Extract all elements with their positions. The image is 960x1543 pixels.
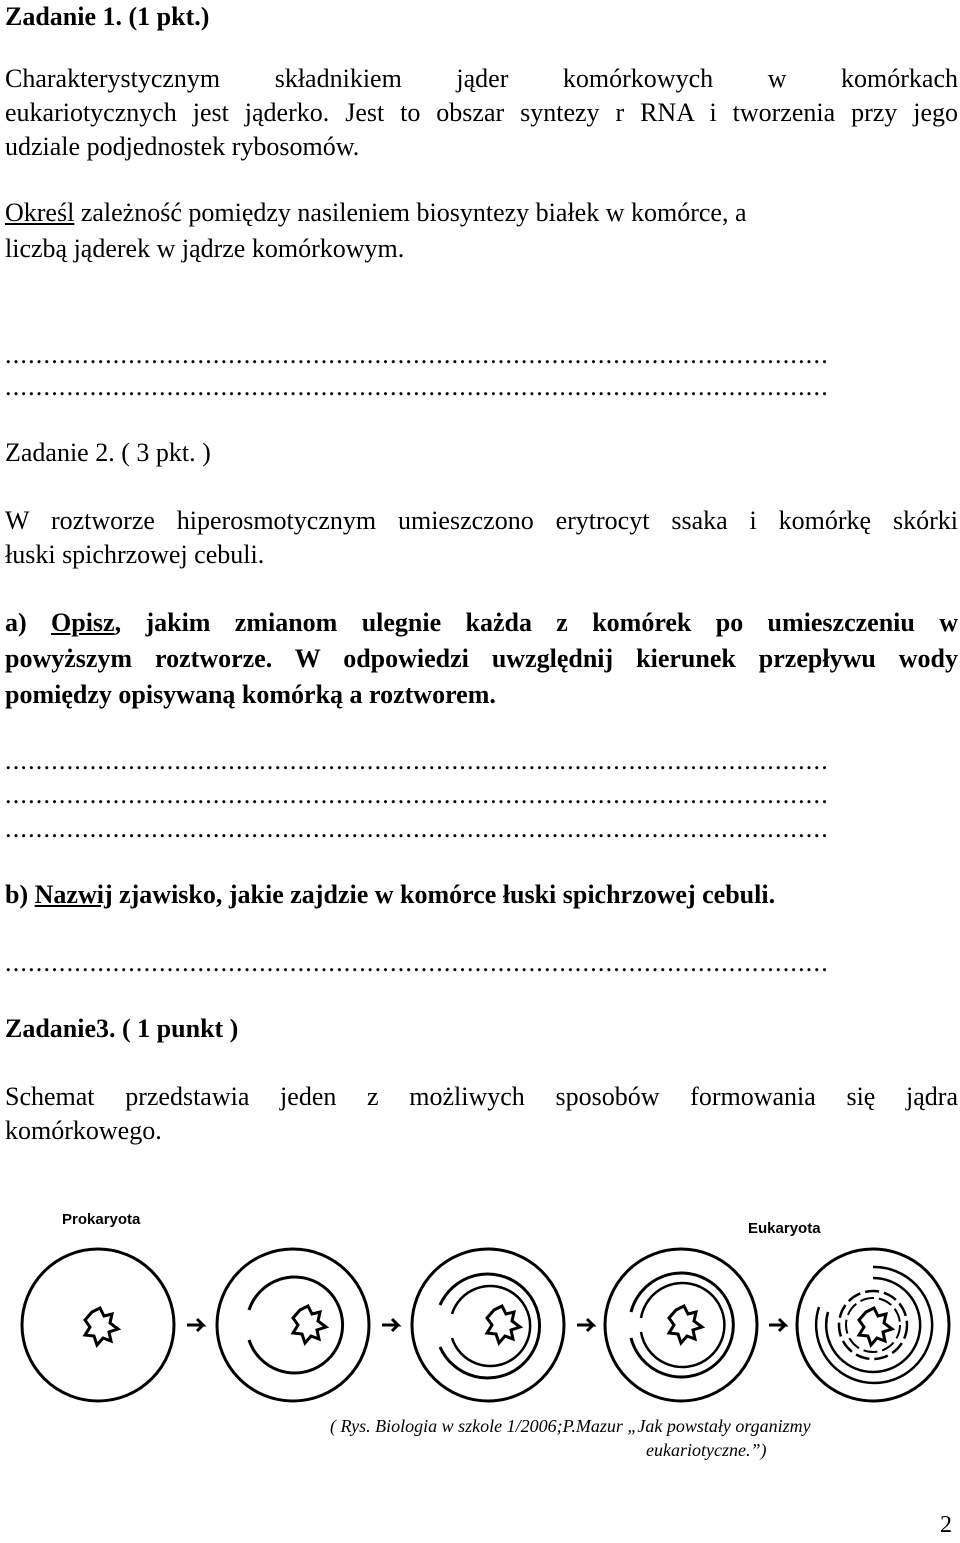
task2-b-rest: zjawisko, jakie zajdzie w komórce łuski spichrzowej cebuli. <box>112 880 776 909</box>
cell-stage-2 <box>217 1249 369 1401</box>
arrow-icon <box>187 1319 203 1331</box>
dna-blob-icon <box>487 1306 520 1343</box>
task1-intro-line-1: Charakterystycznym składnikiem jąder komórkowych w komórkach <box>5 64 958 93</box>
cell-stage-5 <box>797 1249 949 1401</box>
task3-intro-line-1: Schemat przedstawia jeden z możliwych sposobów formowania się jądra <box>5 1082 958 1111</box>
figure-label-prokaryota: Prokaryota <box>62 1211 141 1228</box>
task2-a-line-3: pomiędzy opisywaną komórką a roztworem. <box>5 680 496 709</box>
figure-label-eukaryota: Eukaryota <box>748 1220 821 1237</box>
task2-heading: Zadanie 2. ( 3 pkt. ) <box>5 438 211 467</box>
task2-intro-line-2: łuski spichrzowej cebuli. <box>5 540 265 569</box>
task1-command-rest: zależność pomiędzy nasileniem biosyntezy białek w komórce, a <box>74 198 747 227</box>
task2-b-command-word: Nazwij <box>34 880 113 909</box>
task2-a-answer-line-3[interactable]: ........................................................................................................... <box>5 814 829 843</box>
arrow-icon <box>577 1319 593 1331</box>
task1-answer-line-2[interactable]: ........................................................................................................... <box>5 372 829 401</box>
task2-a-rest: , jakim zmianom ulegnie każda z komórek po umieszczeniu w <box>114 608 958 637</box>
arrow-icon <box>382 1319 398 1331</box>
task1-command-word: Określ <box>5 198 75 227</box>
arrow-icon <box>769 1319 785 1331</box>
figure-caption-line-1: ( Rys. Biologia w szkole 1/2006;P.Mazur „Jak powstały organizmy <box>330 1416 811 1436</box>
task2-a-line-2: powyższym roztworze. W odpowiedzi uwzględnij kierunek przepływu wody <box>5 644 958 673</box>
cell-stage-3 <box>412 1249 564 1401</box>
task1-heading: Zadanie 1. (1 pkt.) <box>5 2 210 31</box>
task3-intro-line-2: komórkowego. <box>5 1116 162 1145</box>
cell-stage-4 <box>605 1249 757 1401</box>
task2-a-line-1 <box>5 608 958 638</box>
task1-answer-line-1[interactable]: ........................................................................................................... <box>5 340 829 369</box>
nucleus-formation-figure <box>0 1200 960 1420</box>
task2-b-line <box>5 880 775 910</box>
task1-intro-line-3: udziale podjednostek rybosomów. <box>5 132 360 161</box>
dna-blob-icon <box>669 1306 702 1343</box>
task1-command-line-1 <box>5 198 746 228</box>
figure-caption-line-2: eukariotyczne.”) <box>646 1440 767 1460</box>
task2-a-answer-line-1[interactable]: ........................................................................................................... <box>5 746 829 775</box>
dna-blob-icon <box>293 1306 326 1343</box>
task1-command-line-2: liczbą jąderek w jądrze komórkowym. <box>5 234 405 263</box>
task2-b-answer-line[interactable]: ........................................................................................................... <box>5 948 829 977</box>
task3-heading: Zadanie3. ( 1 punkt ) <box>5 1014 239 1043</box>
task2-intro-line-1: W roztworze hiperosmotycznym umieszczono erytrocyt ssaka i komórkę skórki <box>5 506 958 535</box>
dna-blob-icon <box>85 1308 118 1345</box>
task2-a-answer-line-2[interactable]: ........................................................................................................... <box>5 780 829 809</box>
task2-a-command-word: Opisz <box>51 608 115 637</box>
task1-intro-line-2: eukariotycznych jest jąderko. Jest to obszar syntezy r RNA i tworzenia przy jego <box>5 98 958 127</box>
cell-stage-1 <box>22 1249 174 1401</box>
page-number: 2 <box>940 1512 952 1538</box>
task2-b-prefix: b) <box>5 880 35 909</box>
task2-a-prefix: a) <box>5 608 52 637</box>
dna-blob-icon <box>859 1308 892 1345</box>
